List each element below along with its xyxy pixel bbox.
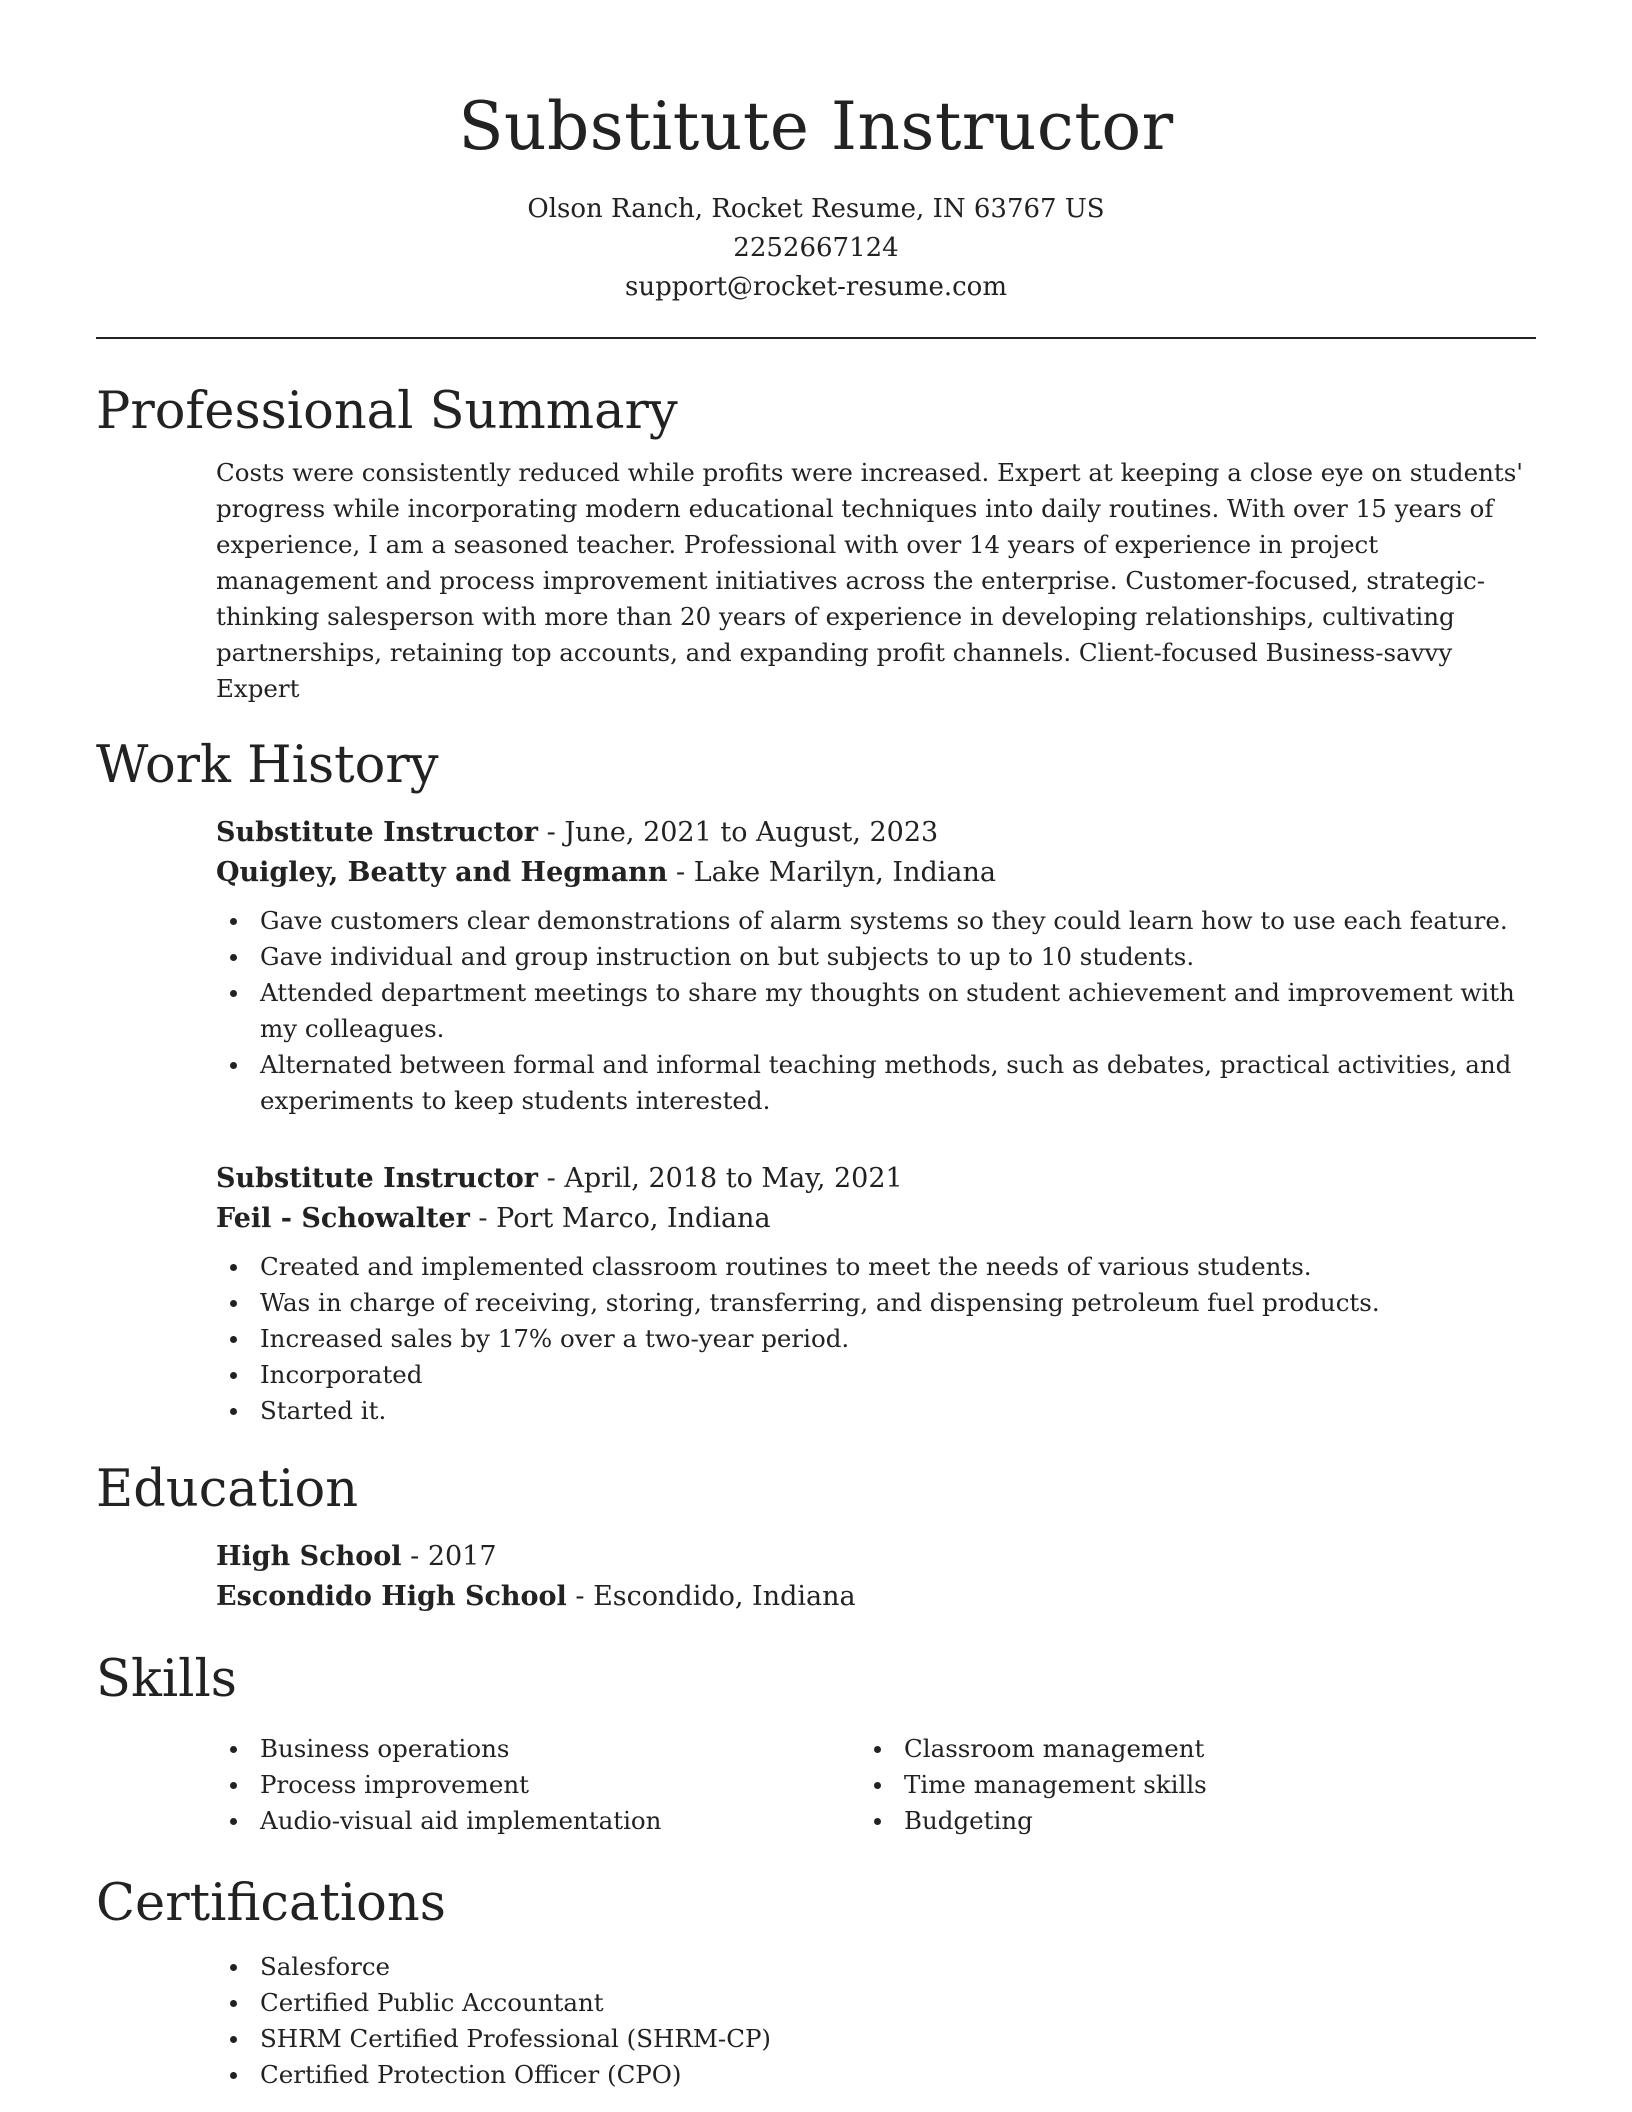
job-company-line (216, 853, 1536, 893)
list-item: Business operations (216, 1731, 860, 1767)
contact-block (96, 190, 1536, 307)
list-item: Process improvement (216, 1767, 860, 1803)
bullet-icon (874, 1782, 881, 1789)
job-title-line (216, 813, 1536, 853)
skills-section (96, 1645, 1536, 1839)
job-company: Quigley, Beatty and Hegmann (216, 857, 668, 888)
list-item: Started it. (216, 1393, 1536, 1429)
list-item: Gave individual and group instruction on but subjects to up to 10 students. (216, 939, 1536, 975)
job-bullets (216, 903, 1536, 1119)
list-item: Classroom management (860, 1731, 1504, 1767)
bullet-icon (230, 990, 237, 997)
summary-section (96, 377, 1536, 707)
education-location: - Escondido, Indiana (566, 1581, 856, 1612)
education-section (96, 1455, 1536, 1617)
skills-column-left (216, 1731, 860, 1839)
bullet-icon (230, 1336, 237, 1343)
list-item: SHRM Certified Professional (SHRM-CP) (216, 2021, 1536, 2057)
job-dates: - April, 2018 to May, 2021 (538, 1163, 903, 1194)
work-history-title: Work History (96, 736, 439, 795)
bullet-icon (230, 2000, 237, 2007)
bullet-icon (230, 1964, 237, 1971)
list-item: Budgeting (860, 1803, 1504, 1839)
job-location: - Lake Marilyn, Indiana (667, 857, 996, 888)
education-school-line (216, 1577, 1536, 1617)
list-item: Incorporated (216, 1357, 1536, 1393)
bullet-icon (230, 1746, 237, 1753)
list-item: Was in charge of receiving, storing, transferring, and dispensing petroleum fuel products. (216, 1285, 1536, 1321)
work-history-section (96, 731, 1536, 1429)
contact-email: support@rocket-resume.com (624, 272, 1007, 302)
list-item: Created and implemented classroom routines to meet the needs of various students. (216, 1249, 1536, 1285)
education-degree-line (216, 1537, 1536, 1577)
bullet-icon (230, 2072, 237, 2079)
job-dates: - June, 2021 to August, 2023 (538, 817, 939, 848)
job-title-line (216, 1159, 1536, 1199)
header-divider (96, 337, 1536, 339)
job-role: Substitute Instructor (216, 817, 539, 848)
bullet-icon (230, 1408, 237, 1415)
list-item: Certified Protection Officer (CPO) (216, 2057, 1536, 2093)
list-item: Attended department meetings to share my thoughts on student achievement and improvement with my colleagues. (216, 975, 1536, 1047)
job-bullets (216, 1249, 1536, 1429)
certifications-section (96, 1869, 1536, 2093)
summary-text: Costs were consistently reduced while profits were increased. Expert at keeping a close eye on students' progress while incorporating modern educational techniques into daily routines. With over 15 years of experience, I am a seasoned teacher. Professional with over 14 years of experience in project management and process improvement initiatives across the enterprise. Customer-focused, strategic-thinking salesperson with more than 20 years of experience in developing relationships, cultivating partnerships, retaining top accounts, and expanding profit channels. Client-focused Business-savvy Expert (216, 458, 1524, 703)
resume-header (96, 0, 1536, 307)
list-item: Time management skills (860, 1767, 1504, 1803)
job-entry (216, 1159, 1536, 1429)
job-company-line (216, 1199, 1536, 1239)
bullet-icon (230, 954, 237, 961)
education-entry (216, 1537, 1536, 1617)
list-item: Certified Public Accountant (216, 1985, 1536, 2021)
bullet-icon (230, 2036, 237, 2043)
job-location: - Port Marco, Indiana (469, 1203, 771, 1234)
list-item: Audio-visual aid implementation (216, 1803, 860, 1839)
education-title: Education (96, 1460, 359, 1519)
education-degree: High School (216, 1541, 402, 1572)
bullet-icon (874, 1746, 881, 1753)
job-entry (216, 813, 1536, 1119)
education-year: - 2017 (401, 1541, 497, 1572)
list-item: Alternated between formal and informal teaching methods, such as debates, practical activities, and experiments to keep students interested. (216, 1047, 1536, 1119)
bullet-icon (874, 1818, 881, 1825)
bullet-icon (230, 1818, 237, 1825)
summary-title: Professional Summary (96, 382, 678, 441)
bullet-icon (230, 1782, 237, 1789)
bullet-icon (230, 918, 237, 925)
skills-column-right (860, 1731, 1504, 1839)
certifications-title: Certifications (96, 1874, 446, 1933)
bullet-icon (230, 1062, 237, 1069)
list-item: Salesforce (216, 1949, 1536, 1985)
job-company: Feil - Schowalter (216, 1203, 470, 1234)
bullet-icon (230, 1300, 237, 1307)
bullet-icon (230, 1372, 237, 1379)
education-school: Escondido High School (216, 1581, 567, 1612)
contact-phone: 2252667124 (733, 233, 899, 263)
candidate-name: Substitute Instructor (458, 88, 1174, 165)
skills-grid (216, 1721, 1536, 1839)
list-item: Gave customers clear demonstrations of alarm systems so they could learn how to use each feature. (216, 903, 1536, 939)
contact-address: Olson Ranch, Rocket Resume, IN 63767 US (527, 194, 1105, 224)
list-item: Increased sales by 17% over a two-year period. (216, 1321, 1536, 1357)
skills-title: Skills (96, 1650, 237, 1709)
certifications-list (216, 1949, 1536, 2093)
bullet-icon (230, 1264, 237, 1271)
job-role: Substitute Instructor (216, 1163, 539, 1194)
